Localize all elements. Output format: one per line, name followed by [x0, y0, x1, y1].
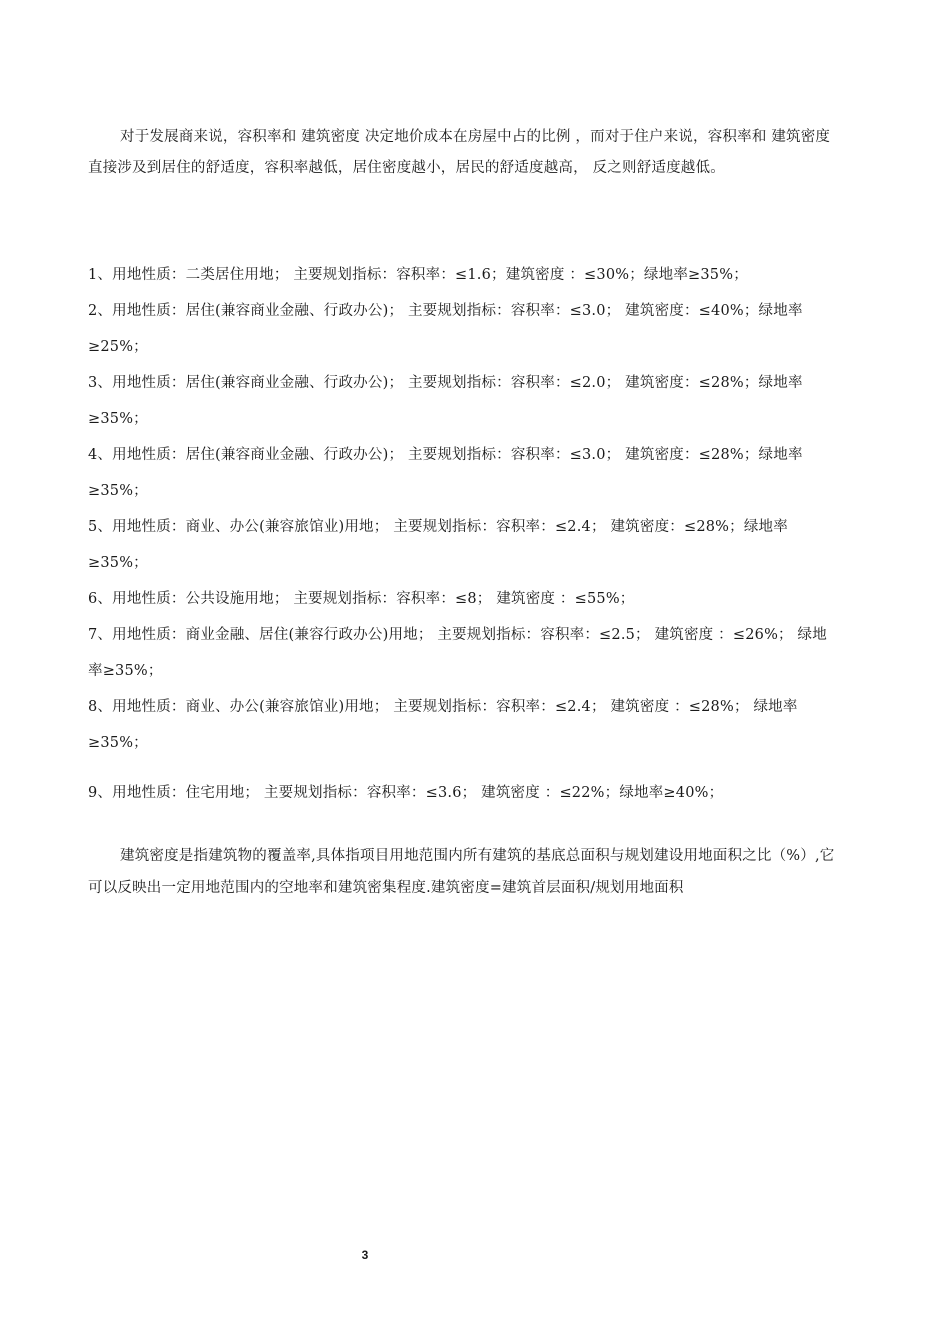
list-item: 2、用地性质：居住(兼容商业金融、行政办公)； 主要规划指标：容积率：≤3.0； 建筑密度：≤40%；绿地率≥25%；	[88, 303, 803, 355]
list-item: 5、用地性质：商业、办公(兼容旅馆业)用地； 主要规划指标：容积率：≤2.4； 建筑密度：≤28%；绿地率≥35%；	[88, 519, 788, 571]
list-item: 8、用地性质：商业、办公(兼容旅馆业)用地； 主要规划指标：容积率：≤2.4； 建筑密度 ：≤28%； 绿地率≥35%；	[88, 699, 798, 751]
page-number: 3	[361, 1248, 369, 1262]
list-item: 4、用地性质：居住(兼容商业金融、行政办公)； 主要规划指标：容积率：≤3.0； 建筑密度：≤28%；绿地率≥35%；	[88, 447, 803, 499]
intro-paragraph: 对于发展商来说，容积率和 建筑密度 决定地价成本在房屋中占的比例 ，而对于住户来说，容积率和 建筑密度 直接涉及到居住的舒适度，容积率越低，居住密度越小，居民的舒适度越高， 反之则舒适度越低。	[88, 129, 831, 176]
list-item: 9、用地性质：住宅用地； 主要规划指标：容积率：≤3.6； 建筑密度 ：≤22%；绿地率≥40%；	[88, 785, 724, 801]
list-item: 6、用地性质：公共设施用地； 主要规划指标：容积率：≤8； 建筑密度 ：≤55%；	[88, 591, 635, 607]
list-item: 3、用地性质：居住(兼容商业金融、行政办公)； 主要规划指标：容积率：≤2.0； 建筑密度：≤28%；绿地率≥35%；	[88, 375, 803, 427]
list-item: 1、用地性质：二类居住用地； 主要规划指标：容积率：≤1.6；建筑密度 ：≤30%；绿地率≥35%；	[88, 267, 748, 283]
list-item: 7、用地性质：商业金融、居住(兼容行政办公)用地； 主要规划指标：容积率：≤2.5； 建筑密度 ：≤26%； 绿地率≥35%；	[88, 627, 827, 679]
definition-paragraph: 建筑密度是指建筑物的覆盖率,具体指项目用地范围内所有建筑的基底总面积与规划建设用地面积之比（%）,它可以反映出一定用地范围内的空地率和建筑密集程度.建筑密度=建筑首层面积/规划用地面积	[88, 848, 835, 896]
planning-indicator-list	[88, 257, 840, 811]
